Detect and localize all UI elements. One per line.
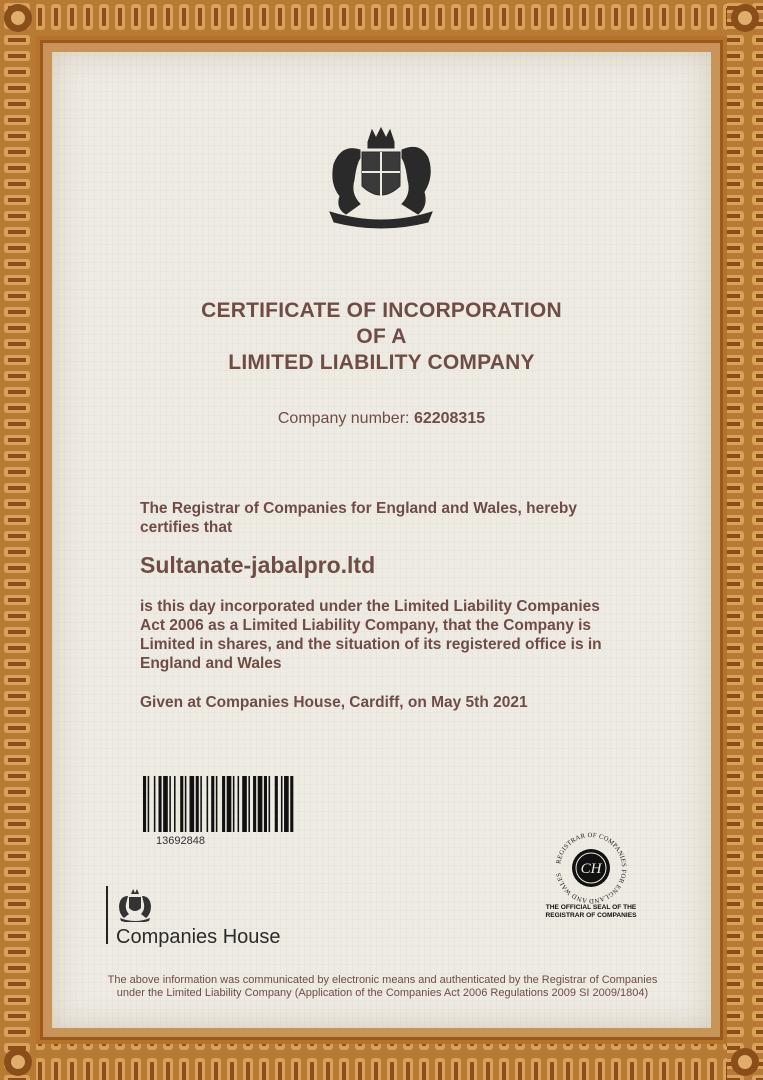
title-line-2: OF A: [356, 325, 407, 348]
title-line-3: LIMITED LIABILITY COMPANY: [228, 351, 535, 374]
barcode-bar: [227, 776, 232, 832]
barcode-bar: [264, 776, 267, 832]
barcode-bar: [196, 776, 199, 832]
official-seal: [551, 828, 631, 908]
barcode-bar: [216, 776, 218, 832]
royal-coat-of-arms-icon: [316, 124, 446, 234]
barcode-bar: [275, 776, 278, 832]
barcode-bar: [163, 776, 168, 832]
barcode-bar: [269, 776, 271, 832]
company-number-value: 62208315: [413, 410, 486, 427]
barcode-number: 13692848: [156, 835, 205, 847]
barcode-bar: [207, 776, 209, 832]
barcode-bar: [284, 776, 289, 832]
given-at-text: Given at Companies House, Cardiff, on May 5th 2021: [140, 694, 528, 711]
seal-ring-text: REGISTRAR OF COMPANIES FOR ENGLAND AND WALES: [555, 831, 628, 905]
barcode-bar: [222, 776, 225, 832]
companies-house-crest-icon: [116, 888, 154, 922]
company-number-row: [52, 410, 711, 428]
barcode-bar: [242, 776, 247, 832]
barcode-bar: [281, 776, 283, 832]
seal-caption-line-1: THE OFFICIAL SEAL OF THE: [545, 904, 637, 911]
barcode-bar: [253, 776, 256, 832]
barcode-bar: [180, 776, 183, 832]
companies-house-label: Companies House: [116, 926, 281, 948]
barcode-bar: [211, 776, 214, 832]
title-line-1: CERTIFICATE OF INCORPORATION: [201, 299, 562, 322]
barcode-bar: [233, 776, 235, 832]
barcode-bar: [238, 776, 240, 832]
barcode-bar: [290, 776, 293, 832]
barcode-bar: [148, 776, 150, 832]
seal-monogram: CH: [580, 861, 602, 877]
footer-disclaimer: The above information was communicated by electronic means and authenticated by the Registrar of Companies under the Limited Liability Company (Application of the Companies Act 2006 Regulations 2009 SI 2009/1804): [107, 974, 658, 999]
barcode-bar: [258, 776, 263, 832]
barcode-bar: [159, 776, 162, 832]
barcode-bar: [143, 776, 146, 832]
barcode-bar: [174, 776, 176, 832]
certificate-title: [52, 298, 711, 376]
barcode-bar: [190, 776, 195, 832]
incorporation-text: is this day incorporated under the Limited Liability Companies Act 2006 as a Limited Liability Company, that the Company is Limited in shares, and the situation of its registered office is in England and Wales: [140, 598, 602, 672]
seal-caption: [530, 904, 652, 920]
certifies-text: The Registrar of Companies for England and Wales, hereby certifies that: [140, 500, 577, 536]
barcode-bar: [169, 776, 171, 832]
barcode-bar: [185, 776, 187, 832]
company-number-label: Company number:: [277, 410, 410, 427]
barcode-bar: [248, 776, 250, 832]
seal-caption-line-2: REGISTRAR OF COMPANIES: [545, 912, 637, 919]
barcode-bar: [200, 776, 202, 832]
company-name: Sultanate-jabalpro.ltd: [140, 552, 376, 578]
companies-house-divider: [106, 886, 108, 944]
barcode-bar: [154, 776, 156, 832]
barcode: [143, 776, 375, 832]
